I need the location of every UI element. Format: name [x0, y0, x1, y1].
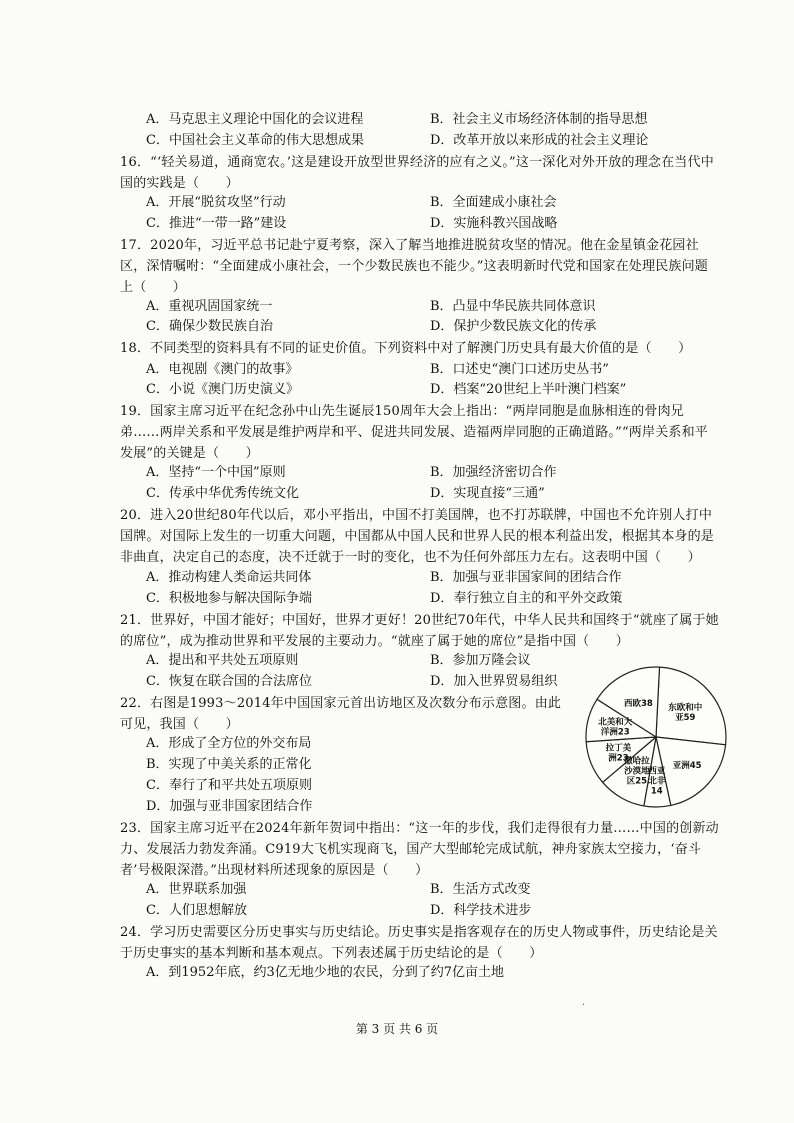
q22-option-b: B．实现了中美关系的正常化 [146, 757, 312, 772]
q18-option-a: A．电视剧《澳门的故事》 [146, 362, 299, 377]
q16-option-b: B．全面建成小康社会 [430, 195, 557, 210]
pie-slice-label: 西欧38 [623, 698, 653, 709]
q17-stem: 17．2020年，习近平总书记赴宁夏考察，深入了解当地推进脱贫攻坚的情况。他在金星镇金花园社区，深情嘱咐：“全面建成小康社会，一个少数民族也不能少。”这表明新时代党和国家在处理民族问题上（ ） [120, 238, 708, 295]
q18-option-c: C．小说《澳门历史演义》 [146, 382, 299, 397]
q20-stem: 20．进入20世纪80年代以后，邓小平指出，中国不打美国牌，也不打苏联牌，中国也不允许别人打中国牌。对国际上发生的一切重大问题，中国都从中国人民和世界人民的根本利益出发，根据其本身的是非曲直，决定自己的态度，决不迁就于一时的变化，也不为任何外部压力左右。这表明中国（ ） [120, 508, 715, 565]
q19-stem: 19．国家主席习近平在纪念孙中山先生诞辰150周年大会上指出：“两岸同胞是血脉相连的骨肉兄弟……两岸关系和平发展是维护两岸和平、促进共同发展、造福两岸同胞的正确道路。”“两岸关系和平发展”的关键是（ ） [120, 404, 708, 461]
q22-option-c: C．奉行了和平共处五项原则 [146, 778, 312, 793]
q21-option-d: D．加入世界贸易组织 [430, 674, 558, 689]
q15-option-b: B．社会主义市场经济体制的指导思想 [430, 112, 648, 127]
q20-option-d: D．奉行独立自主的和平外交政策 [430, 591, 623, 606]
page-footer: 第 3 页 共 6 页 [355, 1022, 439, 1036]
q23-option-a: A．世界联系加强 [146, 882, 247, 897]
q16-stem: 16．“‘轻关易道，通商宽农。’这是建设开放型世界经济的应有之义。”这一深化对外开放的理念在当代中国的实践是（ ） [120, 155, 714, 191]
q21-option-a: A．提出和平共处五项原则 [146, 653, 299, 668]
q21-option-c: C．恢复在联合国的合法席位 [146, 674, 312, 689]
q15-option-d: D．改革开放以来形成的社会主义理论 [430, 133, 649, 148]
q16-option-c: C．推进“一带一路”建设 [146, 216, 287, 231]
q17-option-d: D．保护少数民族文化的传承 [430, 319, 597, 334]
q21-option-b: B．参加万隆会议 [430, 653, 531, 668]
q20-option-b: B．加强与亚非国家间的团结合作 [430, 570, 622, 585]
pie-slice-label: 东欧和中亚59 [668, 703, 703, 724]
pie-slice-label: 西亚北非 14 [648, 766, 666, 797]
visit-distribution-pie-chart [583, 664, 729, 810]
q23-stem: 23．国家主席习近平在2024年新年贺词中指出：“这一年的步伐，我们走得很有力量……中国的创新动力、发展活力勃发奔涌。C919大飞机实现商飞，国产大型邮轮完成试航，神舟家族太空接力，‘奋斗者’号极限深潜。”出现材料所述现象的原因是（ ） [120, 821, 719, 878]
q19-option-d: D．实现直接“三通” [430, 486, 545, 501]
q19-option-b: B．加强经济密切合作 [430, 465, 557, 480]
q20-option-c: C．积极地参与解决国际争端 [146, 591, 312, 606]
pie-slice-label: 撒哈拉沙漠地区25 [624, 756, 650, 787]
q24-option-a: A．到1952年底，约3亿无地少地的农民，分到了约7亿亩土地 [146, 965, 505, 980]
q15-option-a: A．马克思主义理论中国化的会议进程 [146, 112, 364, 127]
q23-option-b: B．生活方式改变 [430, 882, 531, 897]
q19-option-a: A．坚持“一个中国”原则 [146, 465, 286, 480]
q21-stem: 21．世界好，中国才能好；中国好，世界才更好！20世纪70年代，中华人民共和国终于“就座了属于她的席位”，成为推动世界和平发展的主要动力。“就座了属于她的席位”是指中国（ ） [120, 613, 719, 649]
q23-option-c: C．人们思想解放 [146, 903, 247, 918]
q24-stem: 24．学习历史需要区分历史事实与历史结论。历史事实是指客观存在的历史人物或事件，历史结论是关于历史事实的基本判断和基本观点。下列表述属于历史结论的是（ ） [120, 925, 718, 961]
corner-mark: · [582, 1000, 586, 1011]
pie-slice-label: 亚洲45 [672, 761, 702, 772]
q23-option-d: D．科学技术进步 [430, 903, 532, 918]
q15-option-c: C．中国社会主义革命的伟大思想成果 [146, 133, 364, 148]
q16-option-d: D．实施科教兴国战略 [430, 216, 558, 231]
q22-option-d: D．加强与亚非国家团结合作 [146, 799, 313, 814]
q22-option-a: A．形成了全方位的外交布局 [146, 736, 312, 751]
q17-option-c: C．确保少数民族自治 [146, 319, 273, 334]
q16-option-a: A．开展“脱贫攻坚”行动 [146, 195, 286, 210]
q17-option-b: B．凸显中华民族共同体意识 [430, 299, 596, 314]
q20-option-a: A．推动构建人类命运共同体 [146, 570, 312, 585]
pie-slice-label: 拉丁美洲23 [605, 743, 632, 764]
q22-stem: 22．右图是1993～2014年中国国家元首出访地区及次数分布示意图。由此可见，我国（ ） [120, 696, 562, 732]
q18-option-b: B．口述史“澳门口述历史丛书” [430, 362, 609, 377]
pie-slice-label: 北美和大洋洲23 [598, 717, 633, 738]
q17-option-a: A．重视巩固国家统一 [146, 299, 273, 314]
q19-option-c: C．传承中华优秀传统文化 [146, 486, 299, 501]
q18-option-d: D．档案“20世纪上半叶澳门档案” [430, 382, 627, 397]
q18-stem: 18．不同类型的资料具有不同的证史价值。下列资料中对了解澳门历史具有最大价值的是（ ） [120, 341, 692, 356]
